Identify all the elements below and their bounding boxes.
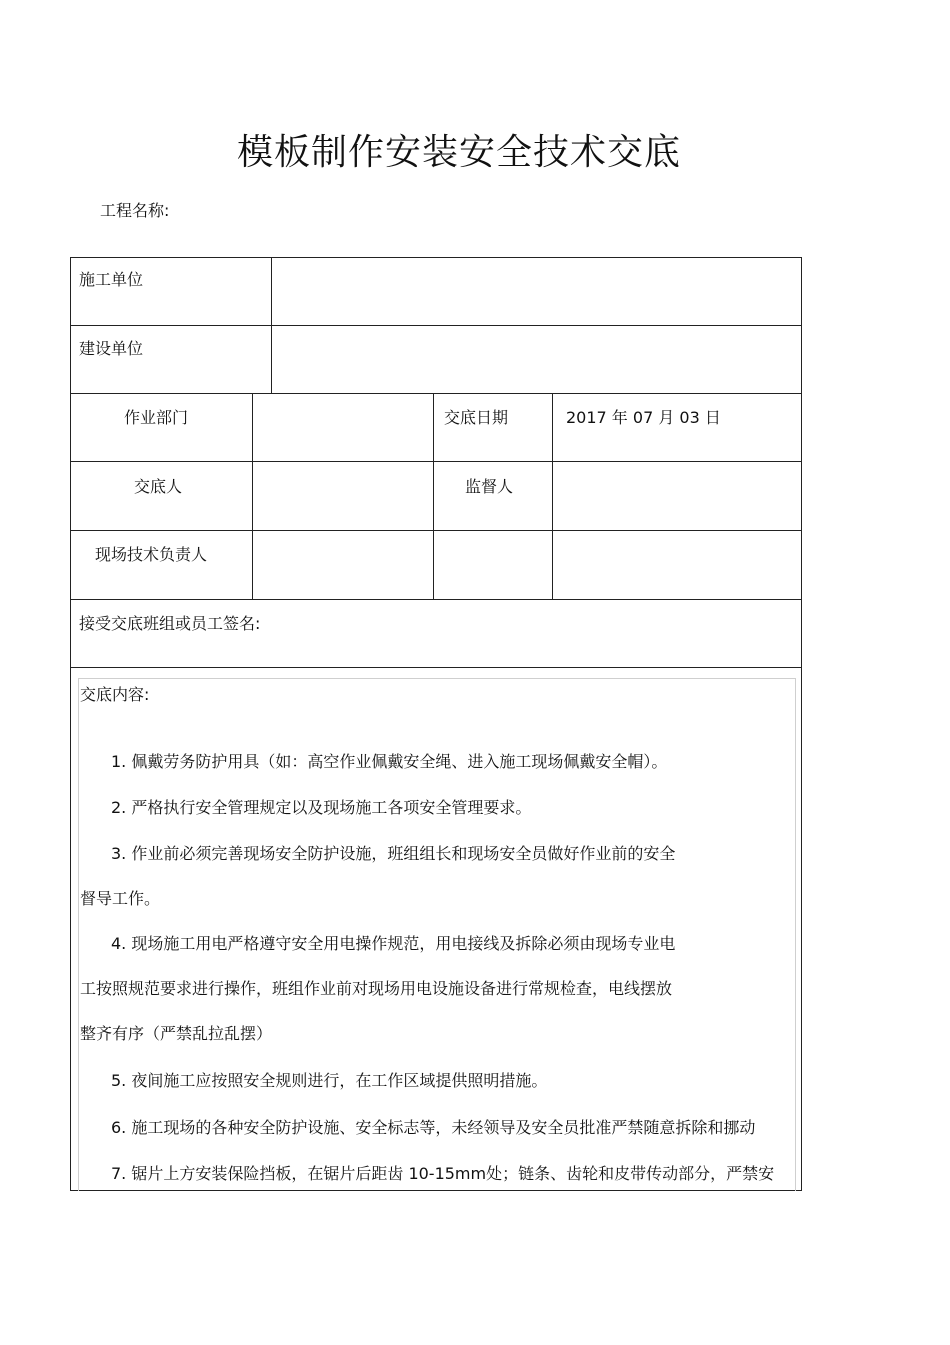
content-line: 2. 严格执行安全管理规定以及现场施工各项安全管理要求。 (111, 798, 532, 817)
content-line: 3. 作业前必须完善现场安全防护设施，班组组长和现场安全员做好作业前的安全 (111, 844, 676, 863)
work-dept-label: 作业部门 (124, 408, 189, 427)
row-divider (70, 667, 802, 668)
content-line: 4. 现场施工用电严格遵守安全用电操作规范，用电接线及拆除必须由现场专业电 (111, 934, 676, 953)
column-divider (271, 257, 272, 393)
content-line: 督导工作。 (80, 889, 161, 908)
content-line: 7. 锯片上方安装保险挡板，在锯片后距齿 10-15mm处；链条、齿轮和皮带传动部分，严禁安 (111, 1164, 775, 1183)
content-line: 整齐有序（严禁乱拉乱摆） (80, 1024, 273, 1043)
content-line: 6. 施工现场的各种安全防护设施、安全标志等，未经领导及安全员批准严禁随意拆除和挪动 (111, 1118, 756, 1137)
row-divider (70, 461, 802, 462)
page-title: 模板制作安装安全技术交底 (236, 132, 681, 173)
row-divider (70, 599, 802, 600)
row-divider (70, 530, 802, 531)
supervisor-label: 监督人 (465, 477, 514, 496)
column-divider (552, 393, 553, 599)
handover-date-label: 交底日期 (444, 408, 509, 427)
handover-person-label: 交底人 (134, 477, 183, 496)
team-signature-label: 接受交底班组或员工签名: (79, 614, 261, 633)
handover-date-value: 2017 年 07 月 03 日 (566, 408, 721, 427)
content-line: 5. 夜间施工应按照安全规则进行，在工作区域提供照明措施。 (111, 1071, 548, 1090)
site-tech-lead-label: 现场技术负责人 (95, 545, 208, 564)
content-label: 交底内容: (80, 685, 150, 704)
row-divider (70, 325, 802, 326)
construction-unit-label: 施工单位 (79, 270, 144, 289)
column-divider (252, 393, 253, 599)
content-line: 1. 佩戴劳务防护用具（如：高空作业佩戴安全绳、进入施工现场佩戴安全帽）。 (111, 752, 668, 771)
content-line: 工按照规范要求进行操作，班组作业前对现场用电设施设备进行常规检查，电线摆放 (80, 979, 673, 998)
column-divider (433, 393, 434, 599)
row-divider (70, 393, 802, 394)
project-name-label: 工程名称: (100, 201, 170, 220)
building-unit-label: 建设单位 (79, 339, 144, 358)
